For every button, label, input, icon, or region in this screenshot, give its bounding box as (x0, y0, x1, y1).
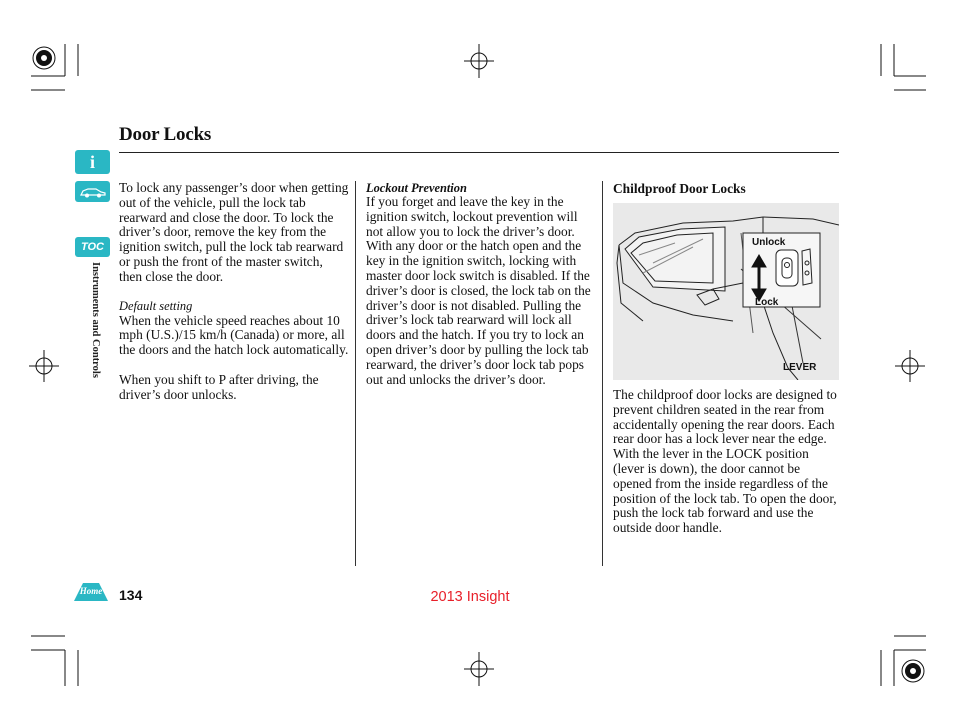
paragraph-auto-unlock: When you shift to P after driving, the driver’s door unlocks. (119, 371, 319, 402)
home-label: Home (79, 586, 103, 596)
unlock-label: Unlock (752, 237, 786, 248)
footer-title: 2013 Insight (430, 589, 510, 605)
page-number: 134 (119, 587, 143, 603)
column-1 (119, 181, 349, 403)
toc-button[interactable] (75, 237, 110, 257)
column-2 (366, 181, 595, 387)
toc-label: TOC (80, 241, 105, 253)
lockout-prevention-heading: Lockout Prevention (366, 181, 467, 195)
column-divider-2 (602, 181, 603, 566)
lever-label: LEVER (783, 362, 817, 373)
column-3 (613, 181, 839, 196)
page-title: Door Locks (119, 124, 212, 145)
paragraph-lockout-prevention: If you forget and leave the key in the ignition switch, lockout prevention will not allow you to lock the driver’s door. With any door or the hatch open and the key in the ignition switch, locking with master door lock switch is disabled. If the driver’s door is closed, the lock tab on the driver’s door is not disabled. Pulling the driver’s lock tab rearward will lock all doors and the hatch. If you try to lock an open driver’s door by pulling the lock tab rearward, the driver’s door lock tab pops out and unlocks the driver’s door. (366, 194, 591, 387)
home-button[interactable] (73, 580, 109, 602)
childproof-lock-figure (613, 203, 839, 380)
section-label: Instruments and Controls (90, 262, 101, 378)
paragraph-lock-doors: To lock any passenger’s door when getting out of the vehicle, pull the lock tab rearward and close the door. To lock the driver’s door, remove the key from the ignition switch, pull the lock tab rearward or push the front of the master switch, then close the door. (119, 180, 349, 284)
car-icon (79, 186, 107, 198)
column-3-lower (613, 388, 839, 536)
rear-door-illustration (613, 203, 839, 380)
paragraph-childproof: The childproof door locks are designed to prevent children seated in the rear from accidentally opening the rear doors. Each rear door has a lock lever near the edge. With the lever in the LOCK position (lever is down), the door cannot be opened from the inside regardless of the position of the lock tab. To open the door, push the lock tab forward and use the outside door handle. (613, 387, 837, 536)
lock-label: Lock (755, 297, 779, 308)
info-button[interactable] (75, 150, 110, 174)
column-divider-1 (355, 181, 356, 566)
title-divider (119, 152, 839, 153)
childproof-heading: Childproof Door Locks (613, 181, 746, 196)
vehicle-controls-button[interactable] (75, 181, 110, 202)
paragraph-auto-lock: When the vehicle speed reaches about 10 mph (U.S.)/15 km/h (Canada) or more, all the doors and the hatch lock automatically. (119, 312, 349, 358)
info-icon: i (89, 151, 95, 172)
default-setting-heading: Default setting (119, 298, 193, 313)
